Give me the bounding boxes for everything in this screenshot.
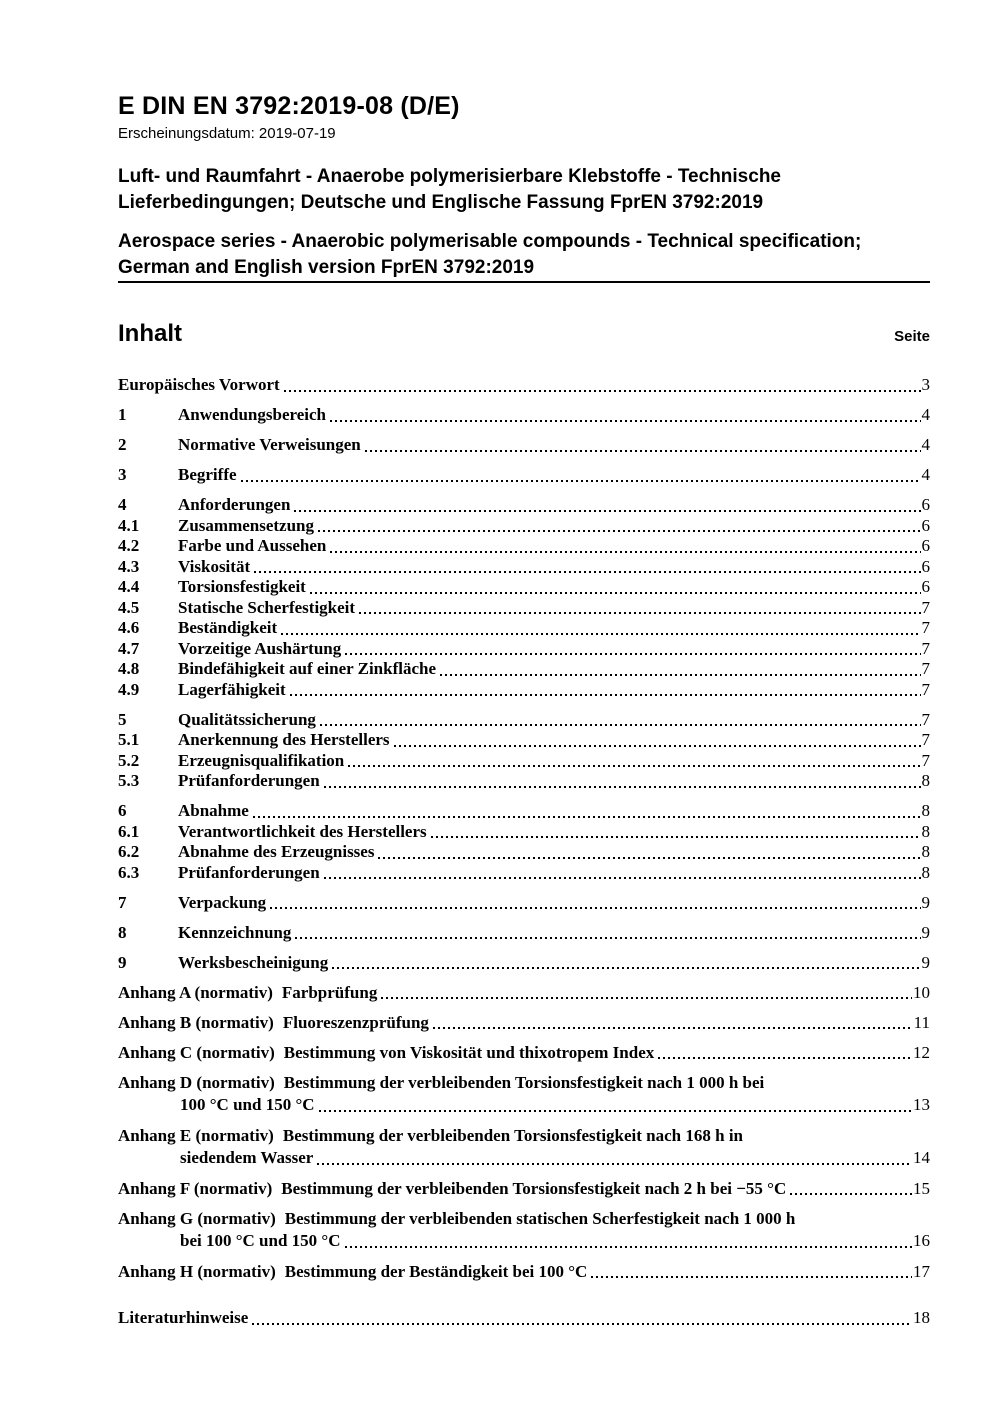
toc-annex-prefix: Anhang B (normativ) [118, 1012, 274, 1032]
toc-entry-number: 5.3 [118, 771, 140, 791]
toc-entry [118, 375, 930, 396]
toc-entry [118, 893, 930, 914]
toc-entry-page: 6 [921, 495, 930, 515]
publication-date: Erscheinungsdatum: 2019-07-19 [118, 125, 336, 143]
toc-annex-prefix: Anhang D (normativ) [118, 1072, 275, 1092]
toc-entry-label: Erzeugnisqualifikation [178, 750, 345, 770]
toc-entry-label: Begriffe [178, 465, 237, 485]
toc-leader-dots [433, 1027, 913, 1029]
toc-leader-dots [348, 765, 920, 767]
toc-leader-dots [318, 530, 920, 532]
toc-leader-dots [284, 390, 921, 392]
toc-entry-label: Torsionsfestigkeit [178, 577, 306, 597]
toc-entry-page: 7 [921, 618, 930, 638]
toc-entry-page: 8 [921, 862, 930, 882]
toc-entry-page: 8 [921, 771, 930, 791]
toc-entry-number: 1 [118, 405, 127, 425]
toc-annex-title: Bestimmung der Beständigkeit bei 100 °C [284, 1261, 588, 1281]
toc-entry-label: Europäisches Vorwort [118, 375, 280, 395]
toc-annex-prefix: Anhang F (normativ) [118, 1178, 273, 1198]
title-english-line1: Aerospace series - Anaerobic polymerisable compounds - Technical specification; [118, 231, 862, 253]
toc-annex-continuation: 100 °C und 150 °C [180, 1095, 315, 1115]
toc-entry-page: 14 [913, 1148, 930, 1168]
toc-leader-dots [330, 420, 921, 422]
toc-entry-label: Zusammensetzung [178, 515, 315, 535]
toc-annex-line1 [118, 1209, 930, 1230]
toc-entry [118, 1209, 930, 1253]
toc-entry-page: 18 [913, 1308, 930, 1328]
toc-leader-dots [270, 907, 920, 909]
toc-entry [118, 1308, 930, 1329]
toc-entry-label: Qualitätssicherung [178, 709, 316, 729]
toc-entry-number: 4.7 [118, 638, 140, 658]
toc-entry-page: 7 [921, 679, 930, 699]
toc-entry [118, 710, 930, 731]
toc-entry [118, 659, 930, 680]
toc-entry-page: 9 [921, 952, 930, 972]
toc-entry-page: 12 [913, 1042, 930, 1062]
title-divider [118, 281, 930, 283]
toc-entry-number: 5.1 [118, 730, 140, 750]
toc-entry-label: Viskosität [178, 556, 251, 576]
toc-annex-line2 [118, 1146, 930, 1169]
toc-leader-dots [359, 612, 920, 614]
title-english-line2: German and English version FprEN 3792:2019 [118, 257, 535, 279]
toc-leader-dots [381, 997, 912, 999]
toc-entry-page: 7 [921, 638, 930, 658]
toc-entry [118, 639, 930, 660]
toc-entry-number: 5 [118, 709, 127, 729]
toc-entry-label: Farbe und Aussehen [178, 536, 327, 556]
toc-entry [118, 536, 930, 557]
toc-entry-number: 6.1 [118, 821, 140, 841]
toc-entry-label: Anforderungen [178, 495, 291, 515]
toc-entry-page: 7 [921, 750, 930, 770]
toc-entry-number: 6.2 [118, 842, 140, 862]
toc-entry [118, 618, 930, 639]
toc-leader-dots [252, 1323, 912, 1325]
toc-entry [118, 405, 930, 426]
toc-entry-number: 4.4 [118, 577, 140, 597]
toc-entry [118, 953, 930, 974]
toc-entry-page: 9 [921, 892, 930, 912]
toc-entry [118, 923, 930, 944]
toc-annex-line1 [118, 1073, 930, 1094]
toc-page-column-label: Seite [894, 328, 930, 346]
toc-entry-label: Abnahme des Erzeugnisses [178, 842, 375, 862]
toc-leader-dots [317, 1163, 912, 1165]
toc-entry [118, 495, 930, 516]
toc-entry [118, 822, 930, 843]
toc-entry-label: Kennzeichnung [178, 922, 292, 942]
toc-entry [118, 1073, 930, 1117]
toc-entry [118, 1013, 930, 1034]
toc-entry [118, 577, 930, 598]
toc-annex-prefix: Anhang H (normativ) [118, 1261, 276, 1281]
toc-entry [118, 1179, 930, 1200]
toc-entry-page: 17 [913, 1261, 930, 1281]
toc-heading: Inhalt [118, 320, 182, 348]
toc-entry-page: 6 [921, 536, 930, 556]
toc-annex-prefix: Anhang E (normativ) [118, 1125, 274, 1145]
toc-annex-line2 [118, 1229, 930, 1252]
toc-entry-page: 8 [921, 842, 930, 862]
toc-annex-title: Bestimmung von Viskosität und thixotropem Index [283, 1042, 655, 1062]
toc-entry [118, 863, 930, 884]
toc-leader-dots [332, 967, 920, 969]
toc-entry [118, 516, 930, 537]
toc-annex-title: Farbprüfung [281, 982, 378, 1002]
toc-leader-dots [324, 877, 921, 879]
toc-entry [118, 680, 930, 701]
toc-entry-page: 8 [921, 801, 930, 821]
toc-annex-title: Bestimmung der verbleibenden Torsionsfestigkeit nach 2 h bei −55 °C [281, 1178, 787, 1198]
toc-leader-dots [345, 653, 920, 655]
toc-entry-label: Werksbescheinigung [178, 952, 329, 972]
toc-leader-dots [295, 937, 920, 939]
toc-entry-label: Beständigkeit [178, 618, 278, 638]
toc-annex-title: Fluoreszenzprüfung [282, 1012, 429, 1032]
toc-entry-page: 7 [921, 709, 930, 729]
toc-entry-page: 15 [913, 1178, 930, 1198]
toc-entry-number: 6.3 [118, 862, 140, 882]
document-header [118, 93, 930, 283]
toc-annex-prefix: Anhang A (normativ) [118, 982, 273, 1002]
toc-entry-label: Vorzeitige Aushärtung [178, 638, 342, 658]
toc-entry-number: 4.8 [118, 659, 140, 679]
toc-annex-title: Bestimmung der verbleibenden Torsionsfestigkeit nach 1 000 h bei [283, 1072, 765, 1092]
toc-annex-line1 [118, 1126, 930, 1147]
toc-entry-page: 6 [921, 515, 930, 535]
toc-leader-dots [281, 633, 920, 635]
toc-entry [118, 598, 930, 619]
toc-annex-title: Bestimmung der verbleibenden statischen Scherfestigkeit nach 1 000 h [284, 1208, 796, 1228]
toc-entry [118, 557, 930, 578]
toc-entry-label: Bindefähigkeit auf einer Zinkfläche [178, 659, 437, 679]
toc-leader-dots [294, 510, 920, 512]
toc-entry-number: 5.2 [118, 750, 140, 770]
toc-entry-page: 4 [921, 405, 930, 425]
toc-entry-page: 16 [913, 1231, 930, 1251]
title-german-line2: Lieferbedingungen; Deutsche und Englische Fassung FprEN 3792:2019 [118, 192, 764, 214]
toc-entry-number: 4.9 [118, 679, 140, 699]
toc-entry-number: 4.2 [118, 536, 140, 556]
standard-number: E DIN EN 3792:2019-08 (D/E) [118, 92, 460, 120]
toc-entry-number: 2 [118, 435, 127, 455]
toc-leader-dots [378, 857, 920, 859]
toc-entry-page: 6 [921, 556, 930, 576]
toc-entry-number: 4.6 [118, 618, 140, 638]
toc-entry [118, 1043, 930, 1064]
toc-entry-label: Normative Verweisungen [178, 435, 361, 455]
toc-entry-label: Verpackung [178, 892, 267, 912]
toc-leader-dots [320, 724, 921, 726]
toc-entry-number: 8 [118, 922, 127, 942]
toc-entry-number: 4.5 [118, 597, 140, 617]
toc-entry-number: 3 [118, 465, 127, 485]
toc-entry [118, 771, 930, 792]
toc-entry [118, 842, 930, 863]
toc-entry-number: 6 [118, 801, 127, 821]
toc-entry-number: 4.3 [118, 556, 140, 576]
toc-leader-dots [394, 745, 921, 747]
toc-annex-title: Bestimmung der verbleibenden Torsionsfestigkeit nach 168 h in [282, 1125, 744, 1145]
toc-annex-prefix: Anhang C (normativ) [118, 1042, 275, 1062]
toc-entry-label: Anwendungsbereich [178, 405, 326, 425]
title-english [118, 229, 930, 281]
toc-entry-page: 4 [921, 465, 930, 485]
toc-leader-dots [319, 1110, 912, 1112]
toc-entry-page: 6 [921, 577, 930, 597]
toc-entry [118, 751, 930, 772]
toc-leader-dots [431, 836, 921, 838]
toc-leader-dots [290, 694, 921, 696]
toc-entry-number: 4 [118, 495, 127, 515]
toc-leader-dots [345, 1246, 913, 1248]
toc-leader-dots [254, 571, 920, 573]
toc-leader-dots [253, 816, 921, 818]
title-german [118, 164, 930, 216]
toc-entry-page: 7 [921, 730, 930, 750]
toc-entry-number: 7 [118, 892, 127, 912]
toc-entry-page: 4 [921, 435, 930, 455]
toc-leader-dots [591, 1276, 912, 1278]
toc-annex-continuation: bei 100 °C und 150 °C [180, 1231, 341, 1251]
toc-entry-label: Anerkennung des Herstellers [178, 730, 390, 750]
toc-entry-page: 11 [913, 1012, 930, 1032]
toc-entry [118, 1126, 930, 1170]
toc-annex-line2 [118, 1093, 930, 1116]
toc-entry [118, 801, 930, 822]
toc-leader-dots [330, 551, 920, 553]
toc-entry-label: Prüfanforderungen [178, 771, 320, 791]
toc-entry-page: 8 [921, 821, 930, 841]
toc-entry-number: 4.1 [118, 515, 140, 535]
toc-annex-continuation: siedendem Wasser [180, 1148, 314, 1168]
toc-entry-label: Prüfanforderungen [178, 862, 320, 882]
toc-entry-page: 9 [921, 922, 930, 942]
toc-entry-page: 13 [913, 1095, 930, 1115]
toc-entry [118, 435, 930, 456]
toc-entry [118, 983, 930, 1004]
toc-entry-number: 9 [118, 952, 127, 972]
toc-annex-prefix: Anhang G (normativ) [118, 1208, 276, 1228]
toc-leader-dots [324, 786, 921, 788]
toc-entry-label: Literaturhinweise [118, 1308, 249, 1328]
toc-entry-label: Verantwortlichkeit des Herstellers [178, 821, 427, 841]
toc-entry [118, 1262, 930, 1283]
toc-leader-dots [658, 1057, 912, 1059]
toc-entry-page: 7 [921, 659, 930, 679]
toc-entry-page: 7 [921, 597, 930, 617]
toc-leader-dots [790, 1193, 912, 1195]
toc-entry-label: Statische Scherfestigkeit [178, 597, 356, 617]
toc-entry [118, 730, 930, 751]
toc-list [118, 375, 930, 1329]
toc-leader-dots [440, 674, 920, 676]
toc-entry-label: Lagerfähigkeit [178, 679, 286, 699]
toc-entry-page: 3 [921, 375, 930, 395]
toc-entry-page: 10 [913, 982, 930, 1002]
toc-entry-label: Abnahme [178, 801, 249, 821]
toc-entry [118, 465, 930, 486]
toc-header [118, 320, 930, 348]
toc-leader-dots [241, 480, 921, 482]
toc-leader-dots [365, 450, 921, 452]
title-german-line1: Luft- und Raumfahrt - Anaerobe polymerisierbare Klebstoffe - Technische [118, 166, 781, 188]
toc-leader-dots [310, 592, 921, 594]
